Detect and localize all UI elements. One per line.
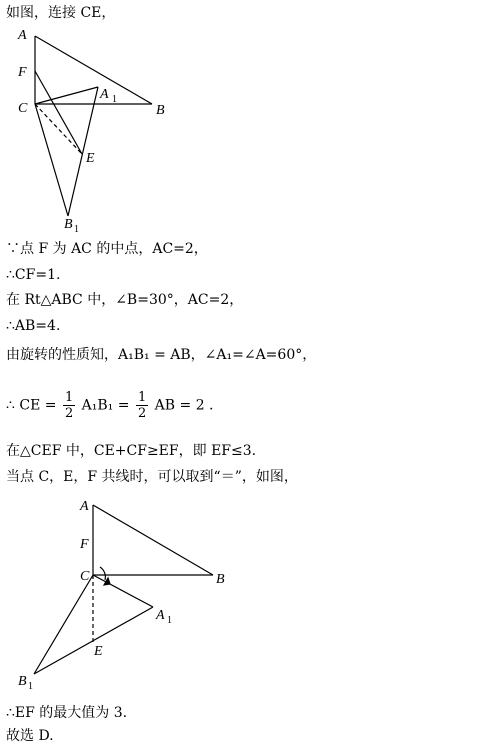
label-C: C xyxy=(80,569,90,584)
eq-part-2: A₁B₁ = xyxy=(81,397,130,414)
solution-line-3: ∴CF=1. xyxy=(6,267,61,283)
geometry-figure-1 xyxy=(0,26,200,235)
label-E: E xyxy=(86,151,95,166)
fraction-den: 2 xyxy=(137,406,147,421)
solution-line-9: 当点 C，E，F 共线时，可以取到“＝”，如图， xyxy=(6,469,298,485)
label-F: F xyxy=(18,65,27,80)
solution-line-11: 故选 D. xyxy=(6,728,54,744)
eq-part-3: AB = 2 . xyxy=(154,397,214,414)
solution-line-10: ∴EF 的最大值为 3. xyxy=(6,705,128,721)
fraction-den: 2 xyxy=(64,406,74,421)
label-E: E xyxy=(94,644,103,659)
solution-line-1: 如图，连接 CE， xyxy=(6,5,116,21)
solution-line-8: 在△CEF 中，CE+CF≥EF，即 EF≤3. xyxy=(6,443,257,459)
solution-line-5: ∴AB=4. xyxy=(6,318,61,334)
label-B1: B xyxy=(64,217,73,232)
label-C: C xyxy=(18,101,28,116)
solution-line-7 xyxy=(6,390,214,421)
label-A: A xyxy=(18,28,27,43)
label-B: B xyxy=(156,103,165,118)
label-A1-sub: 1 xyxy=(167,615,172,626)
label-B1-sub: 1 xyxy=(28,681,33,692)
label-A1-sub: 1 xyxy=(112,94,117,105)
label-B: B xyxy=(216,572,225,587)
solution-line-2: ∵点 F 为 AC 的中点，AC=2， xyxy=(6,241,208,257)
fraction-num: 1 xyxy=(137,390,147,405)
label-B1: B xyxy=(18,674,27,689)
fraction-half-2 xyxy=(136,390,148,421)
label-F: F xyxy=(80,537,89,552)
label-B1-sub: 1 xyxy=(74,224,79,235)
fraction-half-1 xyxy=(63,390,75,421)
fraction-num: 1 xyxy=(64,390,74,405)
label-A1: A xyxy=(156,608,165,623)
label-A1: A xyxy=(100,87,109,102)
geometry-figure-2 xyxy=(0,492,250,697)
solution-line-4: 在 Rt△ABC 中，∠B=30°，AC=2， xyxy=(6,292,244,308)
solution-line-6: 由旋转的性质知，A₁B₁ = AB，∠A₁=∠A=60°， xyxy=(6,347,317,363)
eq-part-1: ∴ CE = xyxy=(6,397,57,414)
label-A: A xyxy=(80,499,89,514)
